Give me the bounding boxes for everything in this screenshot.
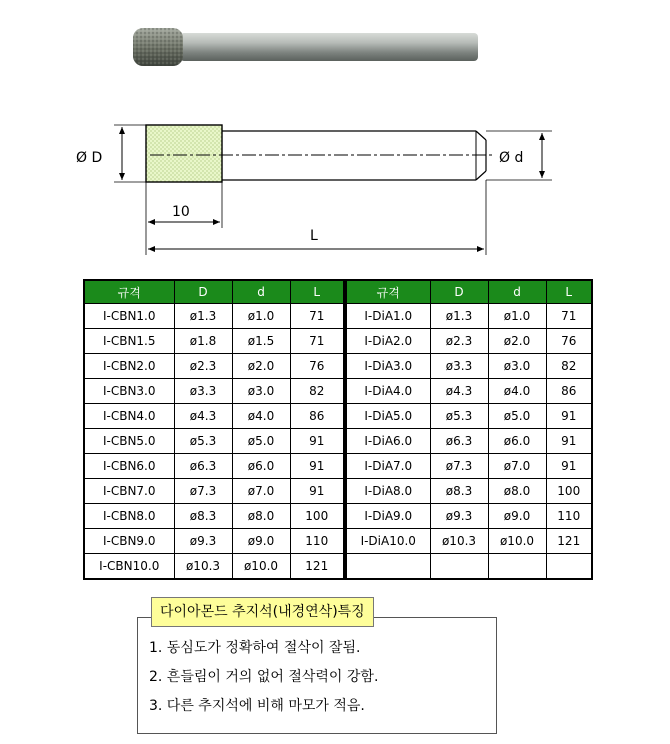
table-cell: 91: [546, 429, 592, 454]
table-cell: 91: [290, 429, 344, 454]
table-cell: 100: [546, 479, 592, 504]
table-cell: ø9.3: [430, 504, 488, 529]
table-row: [84, 304, 344, 329]
table-cell: ø9.0: [232, 529, 290, 554]
table-cell: ø1.3: [174, 304, 232, 329]
table-cell: I-CBN6.0: [84, 454, 174, 479]
table-row: [346, 429, 592, 454]
table-cell: ø8.3: [174, 504, 232, 529]
table-cell: I-CBN1.5: [84, 329, 174, 354]
table-cell: 82: [546, 354, 592, 379]
table-cell: ø5.0: [488, 404, 546, 429]
table-cell: ø10.0: [488, 529, 546, 554]
table-cell: ø8.0: [488, 479, 546, 504]
table-cell: I-CBN8.0: [84, 504, 174, 529]
table-cell: ø1.8: [174, 329, 232, 354]
table-cell: 110: [290, 529, 344, 554]
table-cell: 86: [546, 379, 592, 404]
table-cell: ø7.0: [232, 479, 290, 504]
feature-item: 1. 동심도가 정확하여 절삭이 잘됨.: [149, 640, 361, 656]
table-cell: [430, 554, 488, 580]
table-cell: ø4.0: [488, 379, 546, 404]
table-cell: ø4.3: [430, 379, 488, 404]
column-header: 규격: [346, 280, 430, 304]
table-row: [346, 304, 592, 329]
table-cell: I-DiA9.0: [346, 504, 430, 529]
table-cell: 71: [290, 304, 344, 329]
table-cell: ø3.0: [232, 379, 290, 404]
table-cell: ø3.3: [430, 354, 488, 379]
table-cell: 71: [290, 329, 344, 354]
table-cell: I-CBN5.0: [84, 429, 174, 454]
table-row: [84, 329, 344, 354]
table-cell: ø1.5: [232, 329, 290, 354]
table-row: [346, 479, 592, 504]
features-list: [149, 634, 378, 721]
column-header: D: [430, 280, 488, 304]
table-cell: ø10.0: [232, 554, 290, 580]
table-cell: ø8.0: [232, 504, 290, 529]
table-cell: 121: [546, 529, 592, 554]
table-cell: 76: [290, 354, 344, 379]
table-cell: ø4.0: [232, 404, 290, 429]
diameter-d-label: Ø d: [499, 150, 524, 166]
shaft-outline: [222, 131, 486, 180]
cbn-table-body: [84, 304, 344, 580]
table-cell: ø8.3: [430, 479, 488, 504]
table-cell: ø10.3: [430, 529, 488, 554]
column-header: d: [232, 280, 290, 304]
table-row: [84, 504, 344, 529]
table-cell: 121: [290, 554, 344, 580]
table-cell: [488, 554, 546, 580]
table-cell: ø1.0: [232, 304, 290, 329]
column-header: L: [290, 280, 344, 304]
table-cell: 71: [546, 304, 592, 329]
table-header-row: [84, 280, 344, 304]
table-cell: 100: [290, 504, 344, 529]
table-cell: ø7.3: [174, 479, 232, 504]
table-row: [84, 354, 344, 379]
table-cell: I-DiA1.0: [346, 304, 430, 329]
table-cell: 76: [546, 329, 592, 354]
table-row: [84, 379, 344, 404]
dia-spec-table: [345, 279, 593, 580]
table-cell: ø5.0: [232, 429, 290, 454]
table-row: [84, 429, 344, 454]
table-cell: I-DiA5.0: [346, 404, 430, 429]
table-cell: I-CBN2.0: [84, 354, 174, 379]
column-header: L: [546, 280, 592, 304]
table-row: [84, 454, 344, 479]
total-length-label: L: [310, 228, 318, 244]
table-cell: ø5.3: [174, 429, 232, 454]
dia-table-header: [346, 280, 592, 304]
table-cell: ø9.3: [174, 529, 232, 554]
table-cell: ø1.0: [488, 304, 546, 329]
table-cell: ø7.3: [430, 454, 488, 479]
features-box: [137, 617, 497, 734]
table-row: [346, 379, 592, 404]
table-row: [84, 479, 344, 504]
table-cell: 110: [546, 504, 592, 529]
table-cell: I-DiA7.0: [346, 454, 430, 479]
table-row: [84, 554, 344, 580]
table-cell: I-DiA4.0: [346, 379, 430, 404]
table-cell: ø2.3: [430, 329, 488, 354]
table-cell: [346, 554, 430, 580]
table-row: [84, 404, 344, 429]
table-cell: ø5.3: [430, 404, 488, 429]
table-cell: ø1.3: [430, 304, 488, 329]
table-cell: 91: [546, 404, 592, 429]
table-row: [346, 554, 592, 580]
column-header: D: [174, 280, 232, 304]
dia-table-body: [346, 304, 592, 580]
table-cell: ø4.3: [174, 404, 232, 429]
feature-item: 3. 다른 추지석에 비해 마모가 적음.: [149, 698, 365, 714]
table-cell: ø3.0: [488, 354, 546, 379]
column-header: 규격: [84, 280, 174, 304]
technical-drawing: [0, 0, 670, 270]
table-cell: ø6.0: [488, 429, 546, 454]
diameter-D-label: Ø D: [76, 150, 103, 166]
table-cell: [546, 554, 592, 580]
table-cell: I-DiA3.0: [346, 354, 430, 379]
table-cell: 91: [290, 479, 344, 504]
table-row: [84, 529, 344, 554]
table-row: [346, 404, 592, 429]
table-cell: ø10.3: [174, 554, 232, 580]
cbn-spec-table: [83, 279, 345, 580]
table-header-row: [346, 280, 592, 304]
table-cell: 91: [290, 454, 344, 479]
feature-item: 2. 흔들림이 거의 없어 절삭력이 강함.: [149, 669, 379, 685]
abrasive-head: [146, 125, 222, 182]
table-cell: I-DiA8.0: [346, 479, 430, 504]
table-cell: 82: [290, 379, 344, 404]
cbn-table-header: [84, 280, 344, 304]
table-cell: 91: [546, 454, 592, 479]
table-cell: ø2.0: [232, 354, 290, 379]
table-cell: ø2.3: [174, 354, 232, 379]
table-cell: I-CBN10.0: [84, 554, 174, 580]
table-cell: I-DiA10.0: [346, 529, 430, 554]
table-row: [346, 329, 592, 354]
table-cell: ø3.3: [174, 379, 232, 404]
table-cell: ø6.3: [174, 454, 232, 479]
table-cell: ø6.0: [232, 454, 290, 479]
table-cell: ø7.0: [488, 454, 546, 479]
table-cell: I-DiA2.0: [346, 329, 430, 354]
head-length-label: 10: [172, 204, 190, 220]
table-cell: I-CBN7.0: [84, 479, 174, 504]
table-row: [346, 529, 592, 554]
features-title: 다이아몬드 추지석(내경연삭)특징: [151, 597, 374, 627]
table-cell: I-CBN3.0: [84, 379, 174, 404]
table-cell: ø6.3: [430, 429, 488, 454]
table-cell: ø2.0: [488, 329, 546, 354]
table-row: [346, 354, 592, 379]
column-header: d: [488, 280, 546, 304]
table-row: [346, 504, 592, 529]
table-row: [346, 454, 592, 479]
table-cell: 86: [290, 404, 344, 429]
table-cell: I-CBN4.0: [84, 404, 174, 429]
table-cell: I-DiA6.0: [346, 429, 430, 454]
table-cell: I-CBN9.0: [84, 529, 174, 554]
table-cell: I-CBN1.0: [84, 304, 174, 329]
table-cell: ø9.0: [488, 504, 546, 529]
